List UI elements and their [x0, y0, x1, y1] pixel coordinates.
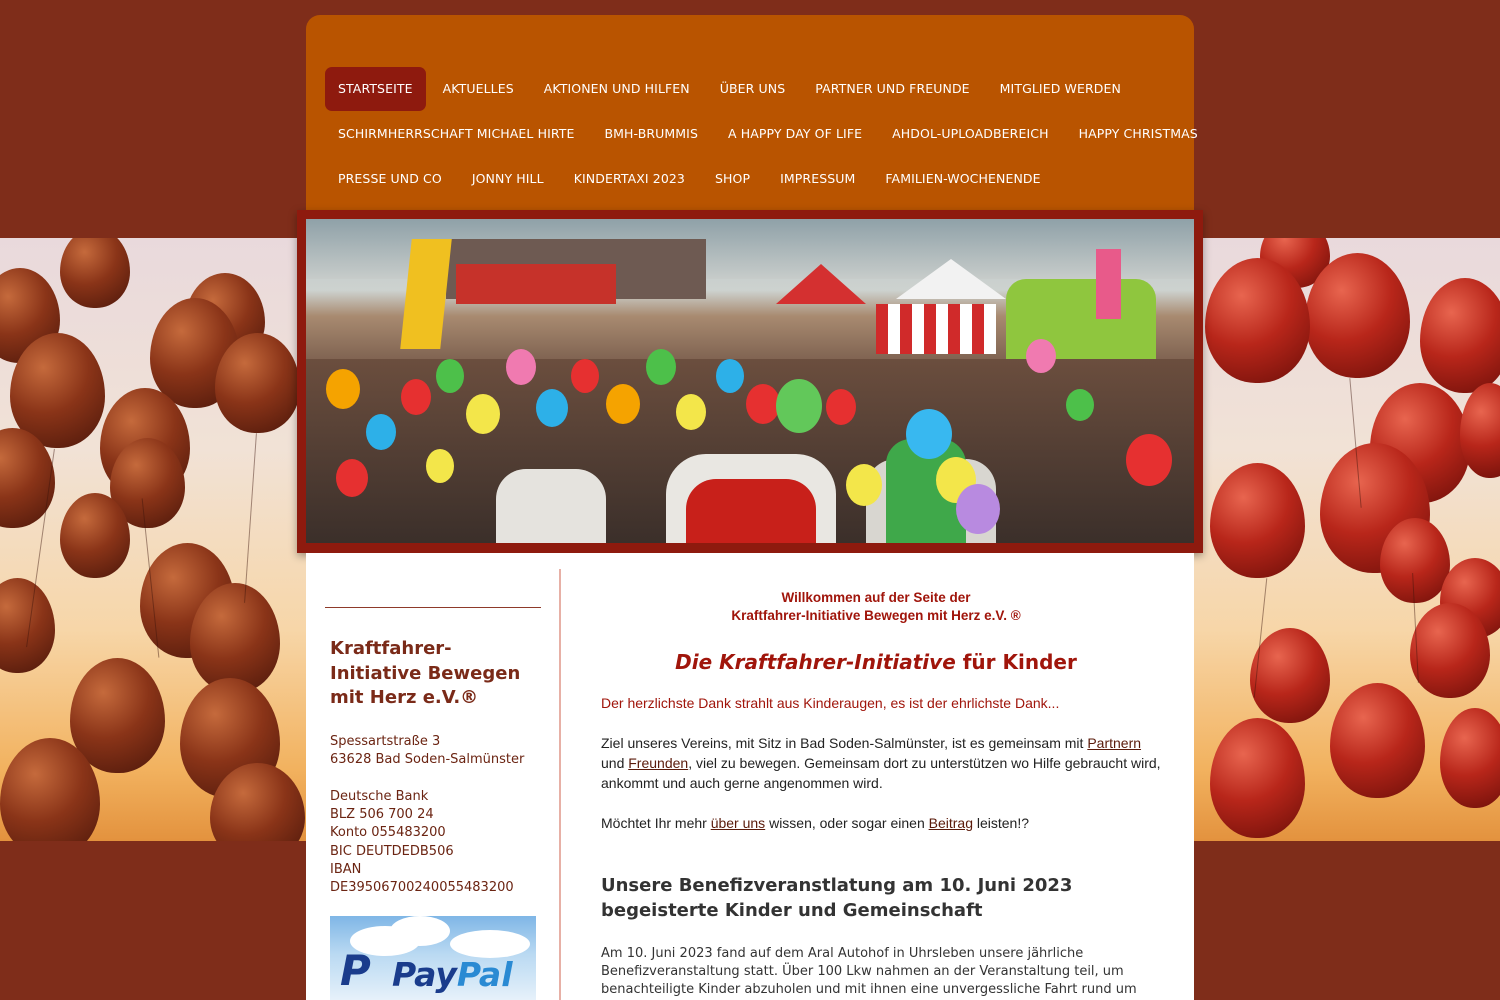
paypal-logo-icon: P [340, 946, 371, 995]
nav-item-bmh-brummis[interactable]: BMH-BRUMMIS [604, 125, 698, 141]
welcome-line-1: Willkommen auf der Seite der [781, 590, 971, 605]
freunde-link[interactable]: Freunden [628, 755, 689, 771]
nav-row-2 [325, 111, 1198, 156]
nav-row-3 [325, 156, 1194, 201]
more-info-paragraph: Möchtet Ihr mehr über uns wissen, oder sogar einen Beitrag leisten!? [601, 815, 1030, 831]
page-headline [601, 647, 1151, 677]
nav-item-happy-day-of-life[interactable]: A HAPPY DAY OF LIFE [728, 125, 863, 141]
nav-item-familien-wochenende[interactable]: FAMILIEN-WOCHENENDE [885, 170, 1041, 186]
partner-link[interactable]: Partnern [1087, 735, 1142, 751]
event-heading: Unsere Benefizveranstlatung am 10. Juni 2023 begeisterte Kinder und Gemeinschaft [601, 875, 1073, 921]
paypal-donate-button[interactable] [330, 916, 536, 1000]
address-street: Spessartstraße 3 [330, 734, 441, 749]
main-content [601, 553, 1161, 1000]
nav-item-jonny-hill[interactable]: JONNY HILL [471, 170, 544, 186]
nav-item-aktuelles[interactable]: AKTUELLES [442, 80, 514, 96]
event-paragraph: Am 10. Juni 2023 fand auf dem Aral Autohof in Uhrsleben unsere jährliche Benefizveranstaltung statt. Über 100 Lkw nahmen an der Veranstaltung teil, um benachteiligte Kinder abzuholen und mit ihnen eine unvergessliche Fahrt rund um [601, 946, 1137, 997]
paypal-wordmark: PayPal [392, 955, 513, 994]
bank-name: Deutsche Bank [330, 789, 429, 804]
main-navigation [306, 15, 1198, 210]
headline-rest: für Kinder [955, 650, 1077, 674]
page-container [306, 15, 1198, 1000]
address-city: 63628 Bad Soden-Salmünster [330, 752, 525, 768]
ueber-uns-link[interactable]: über uns [710, 815, 766, 831]
hero-image-frame [297, 210, 1203, 553]
nav-item-startseite[interactable]: STARTSEITE [325, 67, 426, 111]
welcome-heading [601, 589, 1151, 625]
mission-paragraph: Ziel unseres Vereins, mit Sitz in Bad Soden-Salmünster, ist es gemeinsam mit Partnern und Freunden, viel zu bewegen. Gemeinsam dort zu unterstützen wo Hilfe gebraucht wird, ankommt und auch gerne angenommen wird. [601, 735, 1161, 791]
column-divider [559, 569, 561, 1000]
beitrag-link[interactable]: Beitrag [928, 815, 973, 831]
sidebar-divider-line [325, 607, 541, 608]
bank-iban-value: DE39506700240055483200 [330, 880, 514, 896]
sidebar [306, 553, 560, 1000]
nav-item-presse-und-co[interactable]: PRESSE UND CO [338, 170, 442, 186]
headline-italic: Die Kraftfahrer-Initiative [675, 650, 956, 674]
nav-item-mitglied-werden[interactable]: MITGLIED WERDEN [999, 80, 1121, 96]
bank-konto: Konto 055483200 [330, 825, 446, 841]
nav-item-partner-und-freunde[interactable]: PARTNER UND FREUNDE [815, 80, 970, 96]
welcome-line-2: Kraftfahrer-Initiative Bewegen mit Herz e.V. ® [731, 608, 1021, 623]
nav-item-shop[interactable]: SHOP [714, 170, 751, 186]
thanks-text: Der herzlichste Dank strahlt aus Kinderaugen, es ist der ehrlichste Dank... [601, 695, 1060, 711]
sidebar-org-title: Kraftfahrer-Initiative Bewegen mit Herz e.V.® [330, 638, 521, 708]
bank-blz: BLZ 506 700 24 [330, 807, 434, 823]
hero-event-photo [306, 219, 1194, 543]
nav-item-impressum[interactable]: IMPRESSUM [780, 170, 856, 186]
content-area [306, 553, 1194, 1000]
nav-item-ueber-uns[interactable]: ÜBER UNS [719, 80, 786, 96]
nav-row-1 [325, 66, 1194, 111]
bank-iban-label: IBAN [330, 861, 362, 877]
bank-bic: BIC DEUTDEDB506 [330, 843, 454, 859]
nav-item-aktionen-und-hilfen[interactable]: AKTIONEN UND HILFEN [543, 80, 690, 96]
nav-item-kindertaxi-2023[interactable]: KINDERTAXI 2023 [573, 170, 685, 186]
sidebar-address [330, 733, 555, 769]
nav-item-happy-christmas[interactable]: HAPPY CHRISTMAS [1078, 125, 1198, 141]
nav-item-schirmherrschaft[interactable]: SCHIRMHERRSCHAFT MICHAEL HIRTE [338, 125, 575, 141]
sidebar-bank-details [330, 788, 555, 897]
nav-item-ahdol-uploadbereich[interactable]: AHDOL-UPLOADBEREICH [892, 125, 1049, 141]
